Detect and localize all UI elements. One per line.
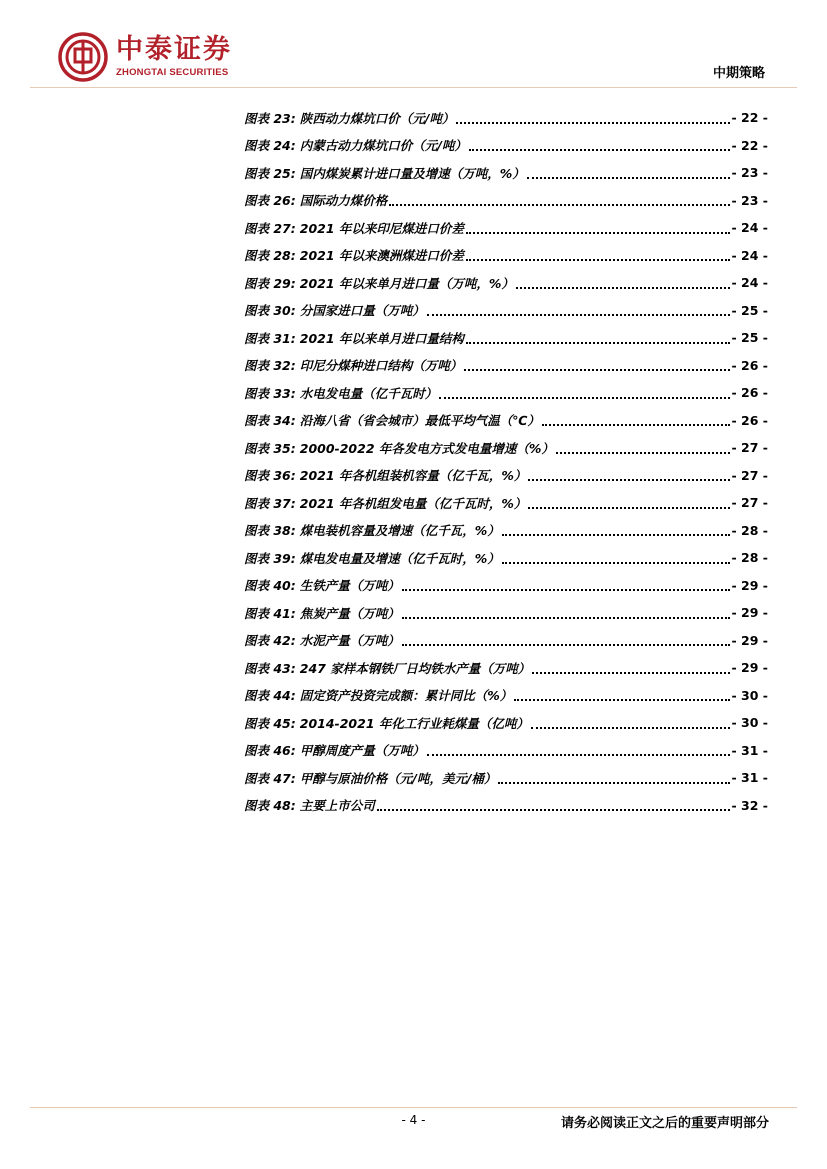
toc-entry-label: 图表 48: — [244, 798, 296, 814]
toc-dot-leader — [498, 782, 729, 784]
toc-entry-label: 图表 30: — [244, 303, 296, 319]
toc-entry[interactable] — [244, 462, 768, 490]
toc-entry-page: - 23 - — [731, 192, 768, 208]
toc-entry-title: 水泥产量（万吨） — [299, 633, 400, 649]
toc-entry-title: 陕西动力煤坑口价（元/吨） — [299, 110, 455, 126]
header-divider — [30, 87, 797, 88]
toc-entry-page: - 27 - — [731, 495, 768, 511]
toc-entry-label: 图表 39: — [244, 550, 296, 566]
toc-entry-title: 主要上市公司 — [299, 798, 375, 814]
toc-entry[interactable] — [244, 242, 768, 270]
toc-entry-title: 内蒙古动力煤坑口价（元/吨） — [299, 138, 467, 154]
page-number: - 4 - — [401, 1113, 426, 1127]
toc-dot-leader — [531, 727, 730, 729]
toc-entry-title: 2021 年以来澳洲煤进口价差 — [299, 248, 464, 264]
toc-entry-title: 2021 年各机组装机容量（亿千瓦，%） — [299, 468, 527, 484]
toc-entry[interactable] — [244, 324, 768, 352]
toc-entry-label: 图表 24: — [244, 138, 296, 154]
toc-dot-leader — [377, 809, 730, 811]
disclaimer: 请务必阅读正文之后的重要声明部分 — [560, 1116, 769, 1131]
toc-entry-page: - 22 - — [731, 137, 768, 153]
toc-entry-label: 图表 33: — [244, 385, 296, 401]
toc-entry[interactable] — [244, 132, 768, 160]
toc-entry[interactable] — [244, 214, 768, 242]
toc-entry-title: 2021 年以来单月进口量结构 — [299, 330, 464, 346]
toc-entry-title: 固定资产投资完成额：累计同比（%） — [299, 688, 513, 704]
figure-index — [244, 104, 768, 819]
toc-entry[interactable] — [244, 792, 768, 820]
toc-entry[interactable] — [244, 572, 768, 600]
brand-name-en: ZHONGTAI SECURITIES — [116, 67, 229, 78]
toc-entry[interactable] — [244, 434, 768, 462]
toc-entry-title: 印尼分煤种进口结构（万吨） — [299, 358, 463, 374]
toc-entry-label: 图表 43: — [244, 660, 296, 676]
toc-entry-label: 图表 28: — [244, 248, 296, 264]
toc-entry-label: 图表 40: — [244, 578, 296, 594]
toc-entry-title: 国际动力煤价格 — [299, 193, 388, 209]
toc-dot-leader — [469, 149, 730, 151]
toc-entry-title: 分国家进口量（万吨） — [299, 303, 425, 319]
toc-entry[interactable] — [244, 682, 768, 710]
toc-entry-page: - 32 - — [731, 797, 768, 813]
toc-entry-page: - 24 - — [731, 275, 768, 291]
zhongtai-logo-icon — [58, 32, 108, 82]
toc-entry-title: 2014-2021 年化工行业耗煤量（亿吨） — [299, 715, 529, 731]
toc-entry[interactable] — [244, 269, 768, 297]
toc-entry-label: 图表 34: — [244, 413, 296, 429]
toc-entry-page: - 26 - — [731, 412, 768, 428]
toc-entry-page: - 22 - — [731, 110, 768, 126]
toc-entry[interactable] — [244, 407, 768, 435]
toc-entry[interactable] — [244, 627, 768, 655]
toc-entry[interactable] — [244, 764, 768, 792]
toc-entry[interactable] — [244, 104, 768, 132]
toc-entry-title: 煤电发电量及增速（亿千瓦时，%） — [299, 550, 500, 566]
toc-entry[interactable] — [244, 489, 768, 517]
toc-entry-label: 图表 46: — [244, 743, 296, 759]
toc-entry-label: 图表 31: — [244, 330, 296, 346]
toc-entry[interactable] — [244, 159, 768, 187]
toc-dot-leader — [427, 314, 730, 316]
toc-dot-leader — [542, 424, 730, 426]
toc-entry-label: 图表 38: — [244, 523, 296, 539]
report-type: 中期策略 — [712, 66, 765, 81]
toc-entry[interactable] — [244, 544, 768, 572]
toc-dot-leader — [502, 562, 730, 564]
toc-entry-page: - 24 - — [731, 247, 768, 263]
toc-entry-page: - 29 - — [731, 660, 768, 676]
toc-entry-page: - 25 - — [731, 302, 768, 318]
toc-entry-title: 生铁产量（万吨） — [299, 578, 400, 594]
toc-entry-page: - 25 - — [731, 330, 768, 346]
toc-dot-leader — [456, 122, 729, 124]
toc-dot-leader — [527, 177, 730, 179]
toc-entry[interactable] — [244, 709, 768, 737]
toc-dot-leader — [528, 479, 729, 481]
brand-name-cn: 中泰证券 — [116, 34, 232, 65]
toc-entry[interactable] — [244, 297, 768, 325]
footer-divider — [30, 1107, 797, 1108]
toc-dot-leader — [402, 617, 730, 619]
toc-entry-label: 图表 47: — [244, 770, 296, 786]
toc-entry-page: - 30 - — [731, 687, 768, 703]
toc-entry-page: - 28 - — [731, 522, 768, 538]
toc-entry[interactable] — [244, 654, 768, 682]
toc-entry-title: 甲醇与原油价格（元/吨，美元/桶） — [299, 770, 497, 786]
toc-entry-title: 水电发电量（亿千瓦时） — [299, 385, 438, 401]
toc-dot-leader — [439, 397, 729, 399]
toc-dot-leader — [528, 507, 729, 509]
toc-entry-title: 煤电装机容量及增速（亿千瓦，%） — [299, 523, 500, 539]
toc-entry[interactable] — [244, 517, 768, 545]
toc-entry-label: 图表 36: — [244, 468, 296, 484]
toc-entry-label: 图表 25: — [244, 165, 296, 181]
toc-entry[interactable] — [244, 599, 768, 627]
toc-dot-leader — [516, 287, 730, 289]
toc-entry-title: 247 家样本钢铁厂日均铁水产量（万吨） — [299, 660, 531, 676]
toc-entry-title: 沿海八省（省会城市）最低平均气温（℃） — [299, 413, 540, 429]
toc-entry[interactable] — [244, 737, 768, 765]
toc-dot-leader — [466, 342, 730, 344]
toc-dot-leader — [532, 672, 729, 674]
toc-dot-leader — [466, 232, 730, 234]
toc-entry-title: 甲醇周度产量（万吨） — [299, 743, 425, 759]
toc-entry-page: - 27 - — [731, 467, 768, 483]
toc-dot-leader — [402, 589, 730, 591]
toc-entry-title: 2021 年以来单月进口量（万吨，%） — [299, 275, 514, 291]
toc-entry-label: 图表 29: — [244, 275, 296, 291]
toc-entry-page: - 28 - — [731, 550, 768, 566]
toc-entry-page: - 26 - — [731, 385, 768, 401]
toc-entry-label: 图表 42: — [244, 633, 296, 649]
toc-dot-leader — [514, 699, 729, 701]
toc-entry-label: 图表 35: — [244, 440, 296, 456]
toc-entry-page: - 31 - — [731, 742, 768, 758]
toc-entry-title: 2000-2022 年各发电方式发电量增速（%） — [299, 440, 554, 456]
toc-entry-label: 图表 45: — [244, 715, 296, 731]
toc-entry[interactable] — [244, 352, 768, 380]
toc-entry-page: - 31 - — [731, 770, 768, 786]
toc-dot-leader — [464, 369, 729, 371]
toc-dot-leader — [402, 644, 730, 646]
toc-entry-label: 图表 26: — [244, 193, 296, 209]
brand-logo — [58, 32, 232, 82]
toc-entry-label: 图表 44: — [244, 688, 296, 704]
toc-entry-title: 2021 年以来印尼煤进口价差 — [299, 220, 464, 236]
toc-entry-page: - 24 - — [731, 220, 768, 236]
toc-entry-page: - 30 - — [731, 715, 768, 731]
toc-entry-page: - 26 - — [731, 357, 768, 373]
toc-entry-page: - 23 - — [731, 165, 768, 181]
toc-entry-page: - 29 - — [731, 632, 768, 648]
toc-entry[interactable] — [244, 187, 768, 215]
toc-entry-page: - 27 - — [731, 440, 768, 456]
toc-entry-page: - 29 - — [731, 577, 768, 593]
toc-dot-leader — [389, 204, 729, 206]
toc-dot-leader — [466, 259, 730, 261]
toc-entry[interactable] — [244, 379, 768, 407]
toc-entry-title: 焦炭产量（万吨） — [299, 605, 400, 621]
toc-dot-leader — [556, 452, 730, 454]
toc-entry-title: 国内煤炭累计进口量及增速（万吨，%） — [299, 165, 525, 181]
toc-entry-label: 图表 23: — [244, 110, 296, 126]
toc-entry-label: 图表 27: — [244, 220, 296, 236]
toc-entry-label: 图表 32: — [244, 358, 296, 374]
toc-entry-title: 2021 年各机组发电量（亿千瓦时，%） — [299, 495, 527, 511]
toc-dot-leader — [427, 754, 730, 756]
toc-entry-page: - 29 - — [731, 605, 768, 621]
toc-entry-label: 图表 41: — [244, 605, 296, 621]
toc-entry-label: 图表 37: — [244, 495, 296, 511]
toc-dot-leader — [502, 534, 730, 536]
